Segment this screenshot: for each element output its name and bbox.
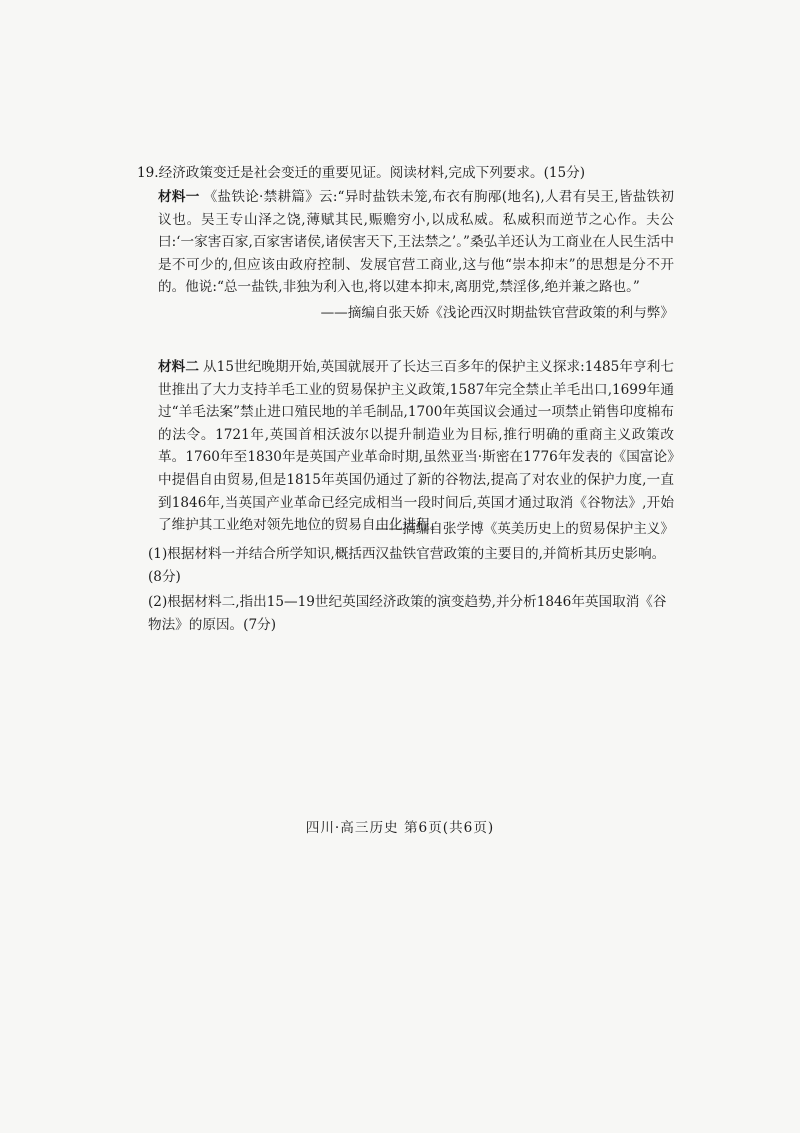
material-one-source: ——摘编自张天娇《浅论西汉时期盐铁官营政策的利与弊》 xyxy=(320,305,674,321)
material-two-source: ——摘编自张学博《英美历史上的贸易保护主义》 xyxy=(374,521,674,537)
material-two-label: 材料二 xyxy=(158,359,200,375)
material-two xyxy=(158,356,674,537)
sub-question-1: (1)根据材料一并结合所学知识,概括西汉盐铁官营政策的主要目的,并简析其历史影响。(8分) xyxy=(148,546,666,585)
material-one-text: 《盐铁论·禁耕篇》云:“异时盐铁未笼,布衣有朐邴(地名),人君有吴王,皆盐铁初议也。吴王专山泽之饶,薄赋其民,赈赡穷小,以成私威。私威积而逆节之心作。夫公曰:‘一家害百家,百家害诸侯,诸侯害天下,王法禁之’。”桑弘羊还认为工商业在人民生活中是不可少的,但应该由政府控制、发展官营工商业,这与他“崇本抑末”的思想是分不开的。他说:“总一盐铁,非独为利入也,将以建本抑末,离朋党,禁淫侈,绝并兼之路也。” xyxy=(158,189,675,296)
page-footer: 四川·高三历史 第6页(共6页) xyxy=(305,820,495,836)
material-one-label: 材料一 xyxy=(158,189,200,205)
sub-question-2: (2)根据材料二,指出15—19世纪英国经济政策的演变趋势,并分析1846年英国取消《谷物法》的原因。(7分) xyxy=(148,594,667,633)
material-two-text: 从15世纪晚期开始,英国就展开了长达三百多年的保护主义探求:1485年亨利七世推出了大力支持羊毛工业的贸易保护主义政策,1587年完全禁止羊毛出口,1699年通过“羊毛法案”禁止进口殖民地的羊毛制品,1700年英国议会通过一项禁止销售印度棉布的法令。1721年,英国首相沃波尔以提升制造业为目标,推行明确的重商主义政策改革。1760年至1830年是英国产业革命时期,虽然亚当·斯密在1776年发表的《国富论》中提倡自由贸易,但是1815年英国仍通过了新的谷物法,提高了对农业的保护力度,一直到1846年,当英国产业革命已经完成相当一段时间后,英国才通过取消《谷物法》,开始了维护其工业绝对领先地位的贸易自由化进程。 xyxy=(158,359,675,534)
question-header: 19.经济政策变迁是社会变迁的重要见证。阅读材料,完成下列要求。(15分) xyxy=(137,165,586,181)
material-one xyxy=(158,186,674,299)
